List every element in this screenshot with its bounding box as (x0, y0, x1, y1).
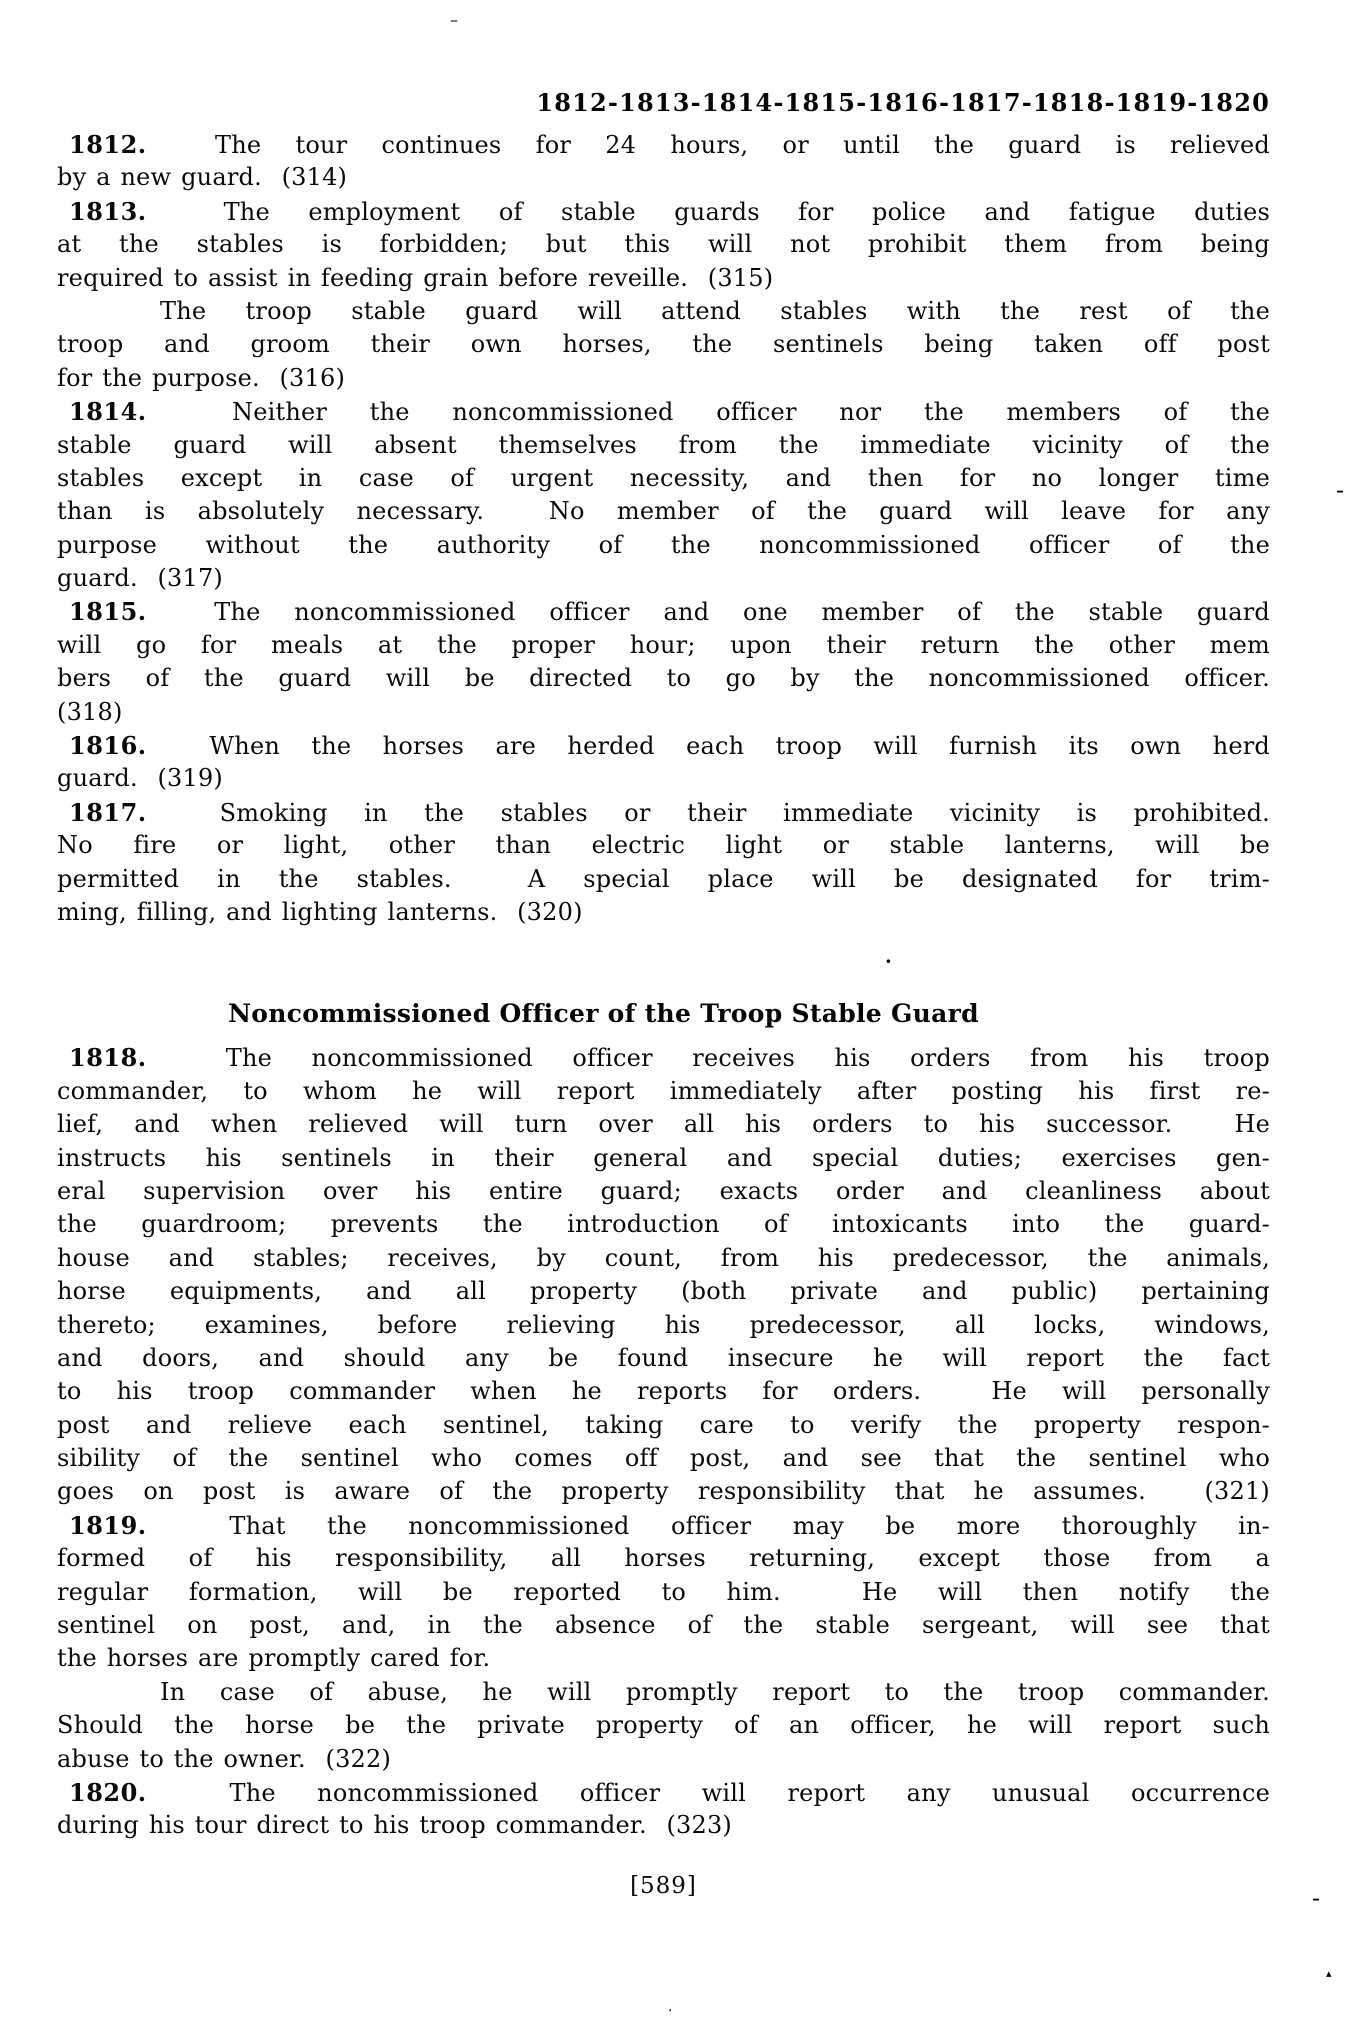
text-line: 1820. The noncommissioned officer will report any unusual occurrence (69, 1777, 1270, 1807)
text-line: to his troop commander when he reports for orders. He will personally (57, 1377, 1270, 1406)
text-line: permitted in the stables. A special place will be designated for trim- (57, 864, 1270, 893)
text-line: purpose without the authority of the noncommissioned officer of the (57, 530, 1270, 559)
text-line: by a new guard. (314) (57, 163, 348, 192)
paragraph (57, 195, 1270, 295)
text-line: In case of abuse, he will promptly report to the troop commander. (160, 1677, 1270, 1706)
text-line: 1817. Smoking in the stables or their immediate vicinity is prohibited. (69, 797, 1270, 827)
scan-artifact: – (450, 10, 458, 29)
paragraph-number: 1819. (69, 1510, 147, 1540)
text-line: post and relieve each sentinel, taking care to verify the property respon- (57, 1410, 1270, 1439)
text-line: regular formation, will be reported to him. He will then notify the (57, 1577, 1270, 1606)
paragraph (57, 295, 1270, 395)
text-line: sentinel on post, and, in the absence of the stable sergeant, will see that (57, 1611, 1270, 1640)
text-line: Should the horse be the private property of an officer, he will report such (57, 1711, 1270, 1740)
paragraph-number: 1817. (69, 797, 147, 827)
section-heading: Noncommissioned Officer of the Troop Stable Guard (228, 999, 979, 1029)
text-line: commander, to whom he will report immediately after posting his first re- (57, 1076, 1270, 1105)
text-line: and doors, and should any be found insecure he will report the fact (57, 1343, 1270, 1372)
text-line: stables except in case of urgent necessity, and then for no longer time (57, 463, 1270, 492)
scan-artifact: . (668, 1999, 673, 2015)
text-line: bers of the guard will be directed to go by the noncommissioned officer. (57, 664, 1270, 693)
text-line: lief, and when relieved will turn over all his orders to his successor. He (57, 1110, 1270, 1139)
text-line: eral supervision over his entire guard; exacts order and cleanliness about (57, 1176, 1270, 1205)
text-line: formed of his responsibility, all horses returning, except those from a (57, 1544, 1270, 1573)
scan-artifact: - (1312, 1884, 1321, 1912)
paragraph (57, 128, 1270, 195)
paragraph-number: 1818. (69, 1043, 147, 1073)
text-line: 1814. Neither the noncommissioned officer nor the members of the (69, 397, 1270, 427)
text-line: 1819. That the noncommissioned officer may be more thoroughly in- (69, 1510, 1270, 1540)
text-line: required to assist in feeding grain before reveille. (315) (57, 263, 774, 292)
text-line: guard. (317) (57, 564, 223, 593)
text-line: abuse to the owner. (322) (57, 1744, 392, 1773)
text-line: 1812. The tour continues for 24 hours, or until the guard is relieved (69, 130, 1270, 159)
text-line: house and stables; receives, by count, from his predecessor, the animals, (57, 1243, 1270, 1272)
text-line: stable guard will absent themselves from the immediate vicinity of the (57, 430, 1270, 459)
text-line: during his tour direct to his troop commander. (323) (57, 1811, 732, 1840)
text-line: No fire or light, other than electric light or stable lanterns, will be (57, 831, 1270, 860)
paragraph-number: 1820. (69, 1777, 147, 1807)
text-line: 1818. The noncommissioned officer receives his orders from his troop (69, 1043, 1270, 1073)
paragraph-number: 1814. (69, 397, 147, 427)
text-line: will go for meals at the proper hour; upon their return the other mem (57, 630, 1270, 659)
text-line: sibility of the sentinel who comes off post, and see that the sentinel who (57, 1444, 1270, 1473)
text-line: ming, filling, and lighting lanterns. (320) (57, 897, 583, 926)
text-line: 1815. The noncommissioned officer and one member of the stable guard (69, 597, 1270, 627)
paragraph-number: 1812. (69, 130, 147, 159)
text-line: for the purpose. (316) (57, 363, 346, 392)
text-line: guard. (319) (57, 764, 223, 793)
text-line: horse equipments, and all property (both private and public) pertaining (57, 1277, 1270, 1306)
paragraph (57, 729, 1270, 796)
text-line: troop and groom their own horses, the sentinels being taken off post (57, 330, 1270, 359)
text-line: 1816. When the horses are herded each troop will furnish its own herd (69, 731, 1270, 761)
paragraph-number: 1816. (69, 731, 147, 761)
paragraph-number: 1813. (69, 196, 147, 226)
paragraph (57, 1676, 1270, 1776)
text-line: at the stables is forbidden; but this will not prohibit them from being (57, 230, 1270, 259)
text-line: thereto; examines, before relieving his predecessor, all locks, windows, (57, 1310, 1270, 1339)
scan-artifact: - (1336, 476, 1345, 504)
text-line: the horses are promptly cared for. (57, 1644, 491, 1673)
running-head: 1812-1813-1814-1815-1816-1817-1818-1819-1820 (536, 88, 1270, 117)
paragraph (57, 395, 1270, 595)
text-block (57, 128, 1270, 1843)
text-line: instructs his sentinels in their general and special duties; exercises gen- (57, 1143, 1270, 1172)
scan-artifact: ▴ (1326, 1967, 1332, 1980)
paragraph (57, 595, 1270, 729)
paragraph (57, 1776, 1270, 1843)
paragraph (57, 1041, 1270, 1508)
paragraph (57, 796, 1270, 930)
text-line: than is absolutely necessary. No member of the guard will leave for any (57, 497, 1270, 526)
text-line: goes on post is aware of the property responsibility that he assumes. (321) (57, 1477, 1270, 1506)
text-line: 1813. The employment of stable guards for police and fatigue duties (69, 196, 1270, 226)
paragraph (57, 1509, 1270, 1676)
text-line: (318) (57, 697, 123, 726)
text-line: The troop stable guard will attend stables with the rest of the (160, 296, 1270, 325)
paragraph-number: 1815. (69, 597, 147, 627)
page-number: [589] (630, 1872, 697, 1899)
scan-artifact: · (884, 945, 893, 978)
text-line: the guardroom; prevents the introduction of intoxicants into the guard- (57, 1210, 1270, 1239)
